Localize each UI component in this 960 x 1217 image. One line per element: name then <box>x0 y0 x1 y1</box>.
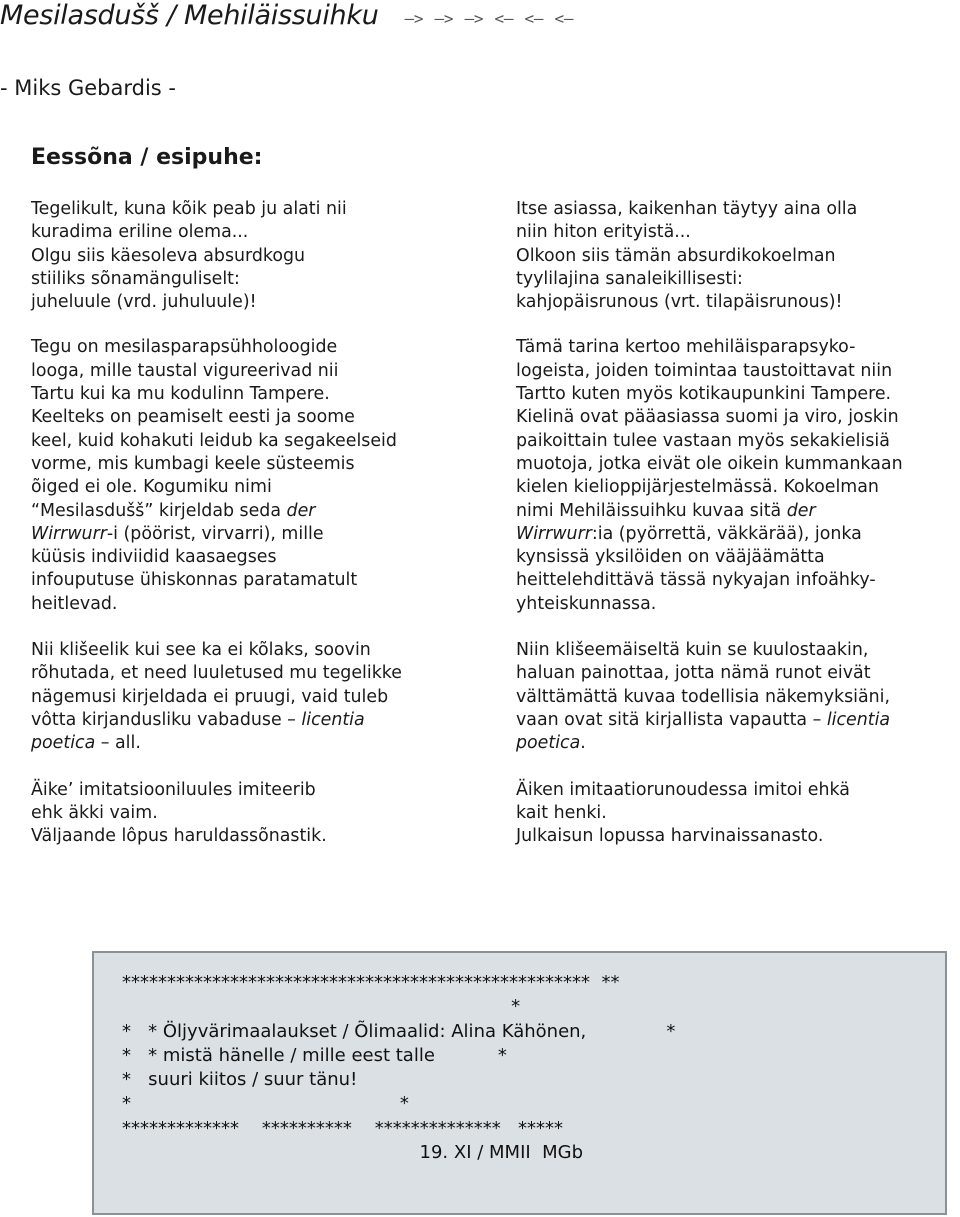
text-line: nimi Mehiläissuihku kuvaa sitä der <box>516 500 816 521</box>
text-line: poetica – all. <box>31 733 141 754</box>
text-line: nägemusi kirjeldada ei pruugi, vaid tuleb <box>31 686 389 707</box>
page-title <box>0 0 573 31</box>
text-line: keel, kuid kohakuti leidub ka segakeelseid <box>31 430 397 451</box>
paragraph <box>516 779 903 849</box>
text-line: heitlevad. <box>31 593 118 614</box>
text-line: küüsis indiviidid kaasaegses <box>31 547 277 568</box>
text-line: Olkoon siis tämän absurdikokoelman <box>516 245 836 266</box>
text-line: Äike’ imitatsiooniluules imiteerib <box>31 779 316 800</box>
text-line: stiiliks sõnamänguliselt: <box>31 268 240 289</box>
text-line: Itse asiassa, kaikenhan täytyy aina olla <box>516 199 858 219</box>
text-line: paikoittain tulee vastaan myös sekakielisiä <box>516 430 890 451</box>
text-line: Keelteks on peamiselt eesti ja soome <box>31 407 355 428</box>
title-text: Mesilasdušš / Mehiläissuihku <box>0 0 379 31</box>
text-line: kynsissä yksilöiden on vääjäämätta <box>516 547 825 568</box>
preface-heading: Eessõna / esipuhe: <box>31 145 263 170</box>
author-name: - Miks Gebardis - <box>0 76 176 100</box>
text-line: Wirrwurr-i (pöörist, virvarri), mille <box>31 523 324 544</box>
paragraph <box>516 639 903 755</box>
text-line: poetica. <box>516 733 586 754</box>
text-line: looga, mille taustal vigureerivad nii <box>31 360 339 381</box>
paragraph <box>31 639 402 755</box>
text-line: niin hiton erityistä... <box>516 222 691 243</box>
text-line: rõhutada, et need luuletused mu tegelikke <box>31 663 402 684</box>
text-line: ehk äkki vaim. <box>31 802 158 823</box>
navigation-arrows: –> –> –> <– <– <– <box>404 9 574 28</box>
text-line: kuradima eriline olema... <box>31 222 249 243</box>
text-line: yhteiskunnassa. <box>516 593 657 614</box>
credits-text: **************************************************** ** * * * Öljyvärimaalaukset / Õlimaalid: Alina Kähönen, * * * mistä hänelle / mille eest talle * * suuri kiitos / suur tänu! * * ************* ********** ************** ***** 19. XI / MMII MGb <box>122 972 676 1164</box>
text-line: Tartto kuten myös kotikaupunkini Tampere. <box>516 384 892 405</box>
text-line: vorme, mis kumbagi keele süsteemis <box>31 453 355 474</box>
text-line: kahjopäisrunous (vrt. tilapäisrunous)! <box>516 292 843 313</box>
text-line: Tämä tarina kertoo mehiläisparapsyko- <box>516 337 856 358</box>
paragraph <box>31 198 402 314</box>
text-line: kait henki. <box>516 802 607 823</box>
text-line: haluan painottaa, jotta nämä runot eivät <box>516 663 871 684</box>
text-line: Tegu on mesilasparapsühholoogide <box>31 337 338 358</box>
text-line: kielen kielioppijärjestelmässä. Kokoelman <box>516 477 879 498</box>
text-line: Kielinä ovat pääasiassa suomi ja viro, joskin <box>516 407 899 428</box>
text-line: Nii klišeelik kui see ka ei kõlaks, soovin <box>31 640 371 661</box>
text-line: Äiken imitaatiorunoudessa imitoi ehkä <box>516 779 850 800</box>
estonian-column <box>31 198 402 871</box>
text-line: õiged ei ole. Kogumiku nimi <box>31 477 272 498</box>
text-line: “Mesilasdušš” kirjeldab seda der <box>31 500 316 521</box>
finnish-column <box>516 198 903 871</box>
text-line: logeista, joiden toimintaa taustoittavat niin <box>516 360 893 381</box>
text-line: Tegelikult, kuna kõik peab ju alati nii <box>31 199 347 219</box>
text-line: infouputuse ühiskonnas paratamatult <box>31 570 358 591</box>
paragraph <box>516 336 903 616</box>
text-line: juheluule (vrd. juhuluule)! <box>31 292 257 313</box>
text-line: Väljaande lôpus haruldassõnastik. <box>31 826 327 847</box>
paragraph <box>516 198 903 314</box>
paragraph <box>31 779 402 849</box>
text-line: välttämättä kuvaa todellisia näkemyksiäni, <box>516 686 891 707</box>
text-line: vaan ovat sitä kirjallista vapautta – licentia <box>516 709 891 730</box>
text-line: Tartu kui ka mu kodulinn Tampere. <box>31 384 330 405</box>
text-line: Niin klišeemäiseltä kuin se kuulostaakin, <box>516 640 869 661</box>
text-line: Wirrwurr:ia (pyörrettä, väkkärää), jonka <box>516 523 862 544</box>
text-line: heittelehdittävä tässä nykyajan infoähky- <box>516 570 876 591</box>
credits-box <box>92 951 947 1215</box>
text-line: Julkaisun lopussa harvinaissanasto. <box>516 826 824 847</box>
text-line: muotoja, jotka eivät ole oikein kummankaan <box>516 453 903 474</box>
paragraph <box>31 336 402 616</box>
text-line: Olgu siis käesoleva absurdkogu <box>31 245 306 266</box>
text-line: vôtta kirjandusliku vabaduse – licentia <box>31 709 365 730</box>
text-line: tyylilajina sanaleikillisesti: <box>516 268 743 289</box>
